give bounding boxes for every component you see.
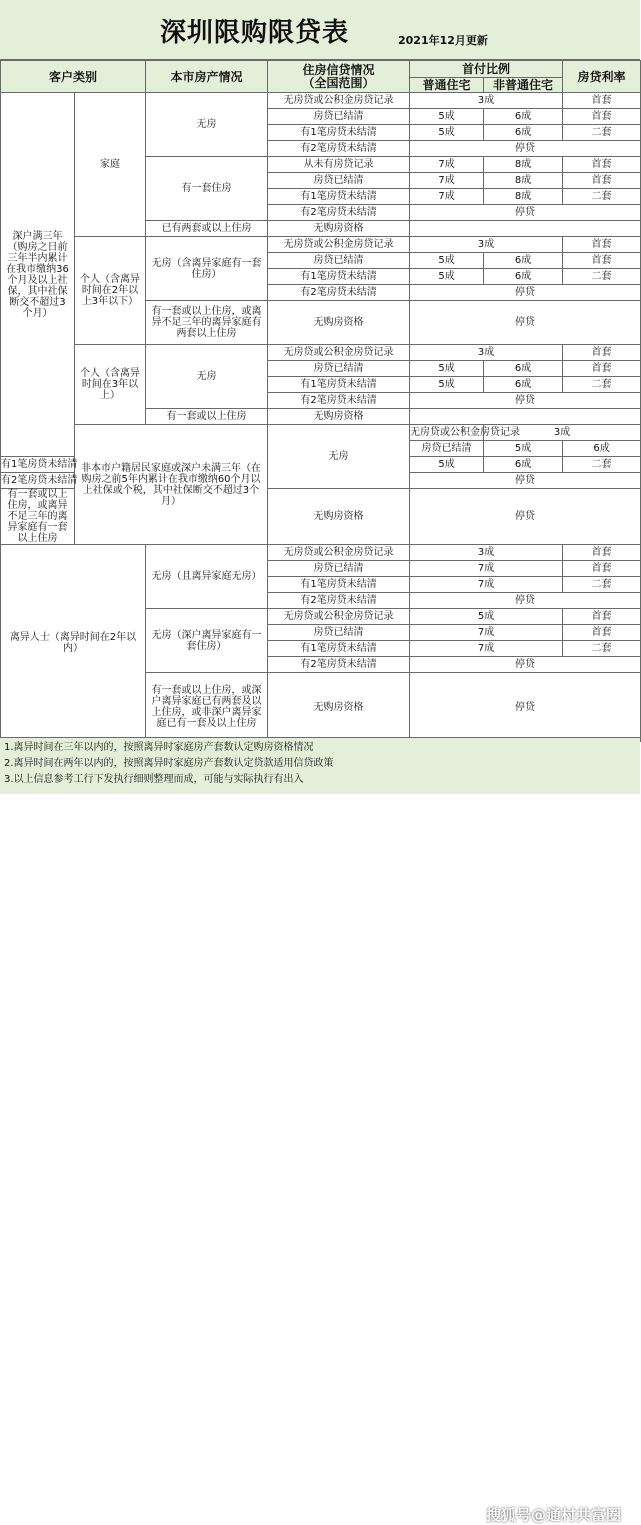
ratio-non-ordinary: 6成 (484, 361, 563, 377)
property-none-indiv: 无房（含离异家庭有一套住房） (146, 237, 268, 301)
ratio-cell: 3成 (484, 425, 641, 441)
header-rate: 房贷利率 (563, 61, 641, 93)
property-div-more: 有一套或以上住房，或深户离异家庭已有两套及以上住房，或非深户离异家庭已有一套及以上住房 (146, 673, 268, 742)
ratio-non-ordinary: 6成 (484, 269, 563, 285)
credit-cell: 无购房资格 (268, 673, 410, 742)
footnote-3: 3.以上信息参考工行下发执行细则整理而成，可能与实际执行有出入 (4, 774, 304, 785)
credit-cell: 有2笔房贷未结清 (268, 205, 410, 221)
rate-cell: 首套 (563, 109, 641, 125)
property-one-plus: 有一套或以上住房 (146, 409, 268, 425)
credit-cell: 房贷已结清 (268, 561, 410, 577)
ratio-cell: 5成 (410, 609, 563, 625)
rate-cell: 首套 (563, 609, 641, 625)
credit-cell: 房贷已结清 (268, 361, 410, 377)
credit-cell: 无房贷或公积金房贷记录 (268, 545, 410, 561)
rate-cell: 首套 (563, 625, 641, 641)
ratio-cell: 停贷 (410, 657, 641, 673)
title-bar (0, 0, 640, 60)
header-customer-type: 客户类别 (1, 61, 146, 93)
property-more-indiv: 有一套或以上住房，或离异不足三年的离异家庭有两套以上住房 (146, 301, 268, 345)
credit-cell: 房贷已结清 (268, 109, 410, 125)
ratio-non-ordinary: 8成 (484, 189, 563, 205)
subcategory-individual-ge3: 个人（含离异时间在3年以上） (75, 345, 146, 425)
ratio-non-ordinary: 6成 (484, 109, 563, 125)
ratio-cell: 停贷 (410, 593, 641, 609)
ratio-cell: 停贷 (410, 473, 641, 489)
credit-cell: 无房贷或公积金房贷记录 (268, 93, 410, 109)
credit-cell: 从未有房贷记录 (268, 157, 410, 173)
credit-cell: 无购房资格 (268, 301, 410, 345)
ratio-non-ordinary: 6成 (484, 377, 563, 393)
rate-cell: 首套 (563, 157, 641, 173)
credit-cell: 无房贷或公积金房贷记录 (410, 425, 484, 441)
rate-cell: 首套 (563, 361, 641, 377)
update-date: 2021年12月更新 (398, 34, 488, 47)
ratio-non-ordinary: 6成 (563, 441, 641, 457)
property-one: 有一套住房 (146, 157, 268, 221)
header-ordinary: 普通住宅 (410, 78, 484, 93)
category-nonlocal: 非本市户籍居民家庭或深户未满三年（在购房之前5年内累计在我市缴纳60个月以上社保或个税，其中社保断交不超过3个月） (75, 425, 268, 545)
ratio-cell: 停贷 (410, 489, 641, 545)
subcategory-individual-lt3: 个人（含离异时间在2年以上3年以下） (75, 237, 146, 345)
credit-cell: 无房贷或公积金房贷记录 (268, 345, 410, 361)
ratio-non-ordinary: 6成 (484, 125, 563, 141)
credit-cell: 有1笔房贷未结清 (268, 577, 410, 593)
category-divorced: 离异人士（离异时间在2年以内） (1, 545, 146, 742)
rate-cell: 二套 (563, 189, 641, 205)
ratio-non-ordinary: 6成 (484, 253, 563, 269)
ratio-cell (410, 221, 641, 237)
ratio-ordinary: 5成 (410, 269, 484, 285)
credit-cell: 无购房资格 (268, 409, 410, 425)
ratio-cell: 停贷 (410, 673, 641, 742)
ratio-cell: 3成 (410, 237, 563, 253)
ratio-cell: 3成 (410, 93, 563, 109)
rate-cell: 二套 (563, 269, 641, 285)
rate-cell: 首套 (563, 253, 641, 269)
credit-cell: 房贷已结清 (268, 253, 410, 269)
footnotes (0, 737, 640, 1524)
ratio-ordinary: 5成 (410, 253, 484, 269)
rate-cell: 二套 (563, 125, 641, 141)
credit-cell: 有1笔房贷未结清 (1, 457, 75, 473)
rate-cell: 二套 (563, 641, 641, 657)
credit-cell: 无购房资格 (268, 489, 410, 545)
rate-cell: 首套 (563, 545, 641, 561)
ratio-non-ordinary: 6成 (484, 457, 563, 473)
housing-policy-table (0, 60, 641, 742)
ratio-cell: 停贷 (410, 205, 641, 221)
footnote-1: 1.离异时间在三年以内的，按照离异时家庭房产套数认定购房资格情况 (4, 742, 314, 753)
credit-cell: 有2笔房贷未结清 (268, 657, 410, 673)
ratio-ordinary: 5成 (410, 377, 484, 393)
ratio-cell: 3成 (410, 545, 563, 561)
watermark: 搜狐号@通村共富圈 (486, 1506, 622, 1524)
property-none: 无房 (146, 93, 268, 157)
credit-cell: 有2笔房贷未结清 (268, 593, 410, 609)
header-non-ordinary: 非普通住宅 (484, 78, 563, 93)
property-two-plus: 已有两套或以上住房 (146, 221, 268, 237)
credit-cell: 房贷已结清 (268, 625, 410, 641)
ratio-ordinary: 5成 (410, 125, 484, 141)
credit-cell: 有1笔房贷未结清 (268, 125, 410, 141)
ratio-cell: 7成 (410, 577, 563, 593)
credit-cell: 有2笔房贷未结清 (268, 393, 410, 409)
ratio-ordinary: 7成 (410, 157, 484, 173)
ratio-non-ordinary: 8成 (484, 173, 563, 189)
rate-cell: 二套 (563, 577, 641, 593)
ratio-cell: 7成 (410, 561, 563, 577)
property-more-nonlocal: 有一套或以上住房，或离异不足三年的离异家庭有一套以上住房 (1, 489, 75, 545)
category-shenzhen-full: 深户满三年（购房之日前三年半内累计在我市缴纳36个月及以上社保，其中社保断交不超过3个月） (1, 93, 75, 457)
credit-cell: 有1笔房贷未结清 (268, 377, 410, 393)
rate-cell: 二套 (563, 377, 641, 393)
credit-cell: 房贷已结清 (410, 441, 484, 457)
credit-cell: 房贷已结清 (268, 173, 410, 189)
ratio-cell: 停贷 (410, 141, 641, 157)
ratio-ordinary: 7成 (410, 173, 484, 189)
credit-cell: 无房贷或公积金房贷记录 (268, 237, 410, 253)
property-div-one: 无房（深户离异家庭有一套住房） (146, 609, 268, 673)
ratio-ordinary: 5成 (484, 441, 563, 457)
credit-cell: 有1笔房贷未结清 (268, 641, 410, 657)
ratio-cell: 停贷 (410, 285, 641, 301)
credit-cell: 有1笔房贷未结清 (268, 269, 410, 285)
ratio-ordinary: 5成 (410, 109, 484, 125)
ratio-ordinary: 7成 (410, 189, 484, 205)
ratio-cell: 停贷 (410, 393, 641, 409)
ratio-non-ordinary: 8成 (484, 157, 563, 173)
rate-cell: 首套 (563, 237, 641, 253)
property-none: 无房 (146, 345, 268, 409)
rate-cell: 首套 (563, 345, 641, 361)
credit-cell: 无房贷或公积金房贷记录 (268, 609, 410, 625)
header-local-property: 本市房产情况 (146, 61, 268, 93)
ratio-cell (410, 409, 641, 425)
page-title: 深圳限购限贷表 (160, 18, 350, 48)
property-div-none: 无房（且离异家庭无房） (146, 545, 268, 609)
credit-cell: 有1笔房贷未结清 (268, 189, 410, 205)
rate-cell: 首套 (563, 561, 641, 577)
footnote-2: 2.离异时间在两年以内的，按照离异时家庭房产套数认定贷款适用信贷政策 (4, 758, 334, 769)
ratio-ordinary: 5成 (410, 361, 484, 377)
ratio-cell: 3成 (410, 345, 563, 361)
ratio-ordinary: 5成 (410, 457, 484, 473)
ratio-cell: 7成 (410, 641, 563, 657)
ratio-cell: 7成 (410, 625, 563, 641)
ratio-cell: 停贷 (410, 301, 641, 345)
credit-cell: 有2笔房贷未结清 (1, 473, 75, 489)
credit-cell: 有2笔房贷未结清 (268, 141, 410, 157)
credit-cell: 有2笔房贷未结清 (268, 285, 410, 301)
rate-cell: 二套 (563, 457, 641, 473)
header-down-payment: 首付比例 (410, 61, 563, 78)
rate-cell: 首套 (563, 173, 641, 189)
credit-cell: 无购房资格 (268, 221, 410, 237)
rate-cell: 首套 (563, 93, 641, 109)
header-credit: 住房信贷情况 （全国范围） (268, 61, 410, 93)
subcategory-family: 家庭 (75, 93, 146, 237)
property-none: 无房 (268, 425, 410, 489)
